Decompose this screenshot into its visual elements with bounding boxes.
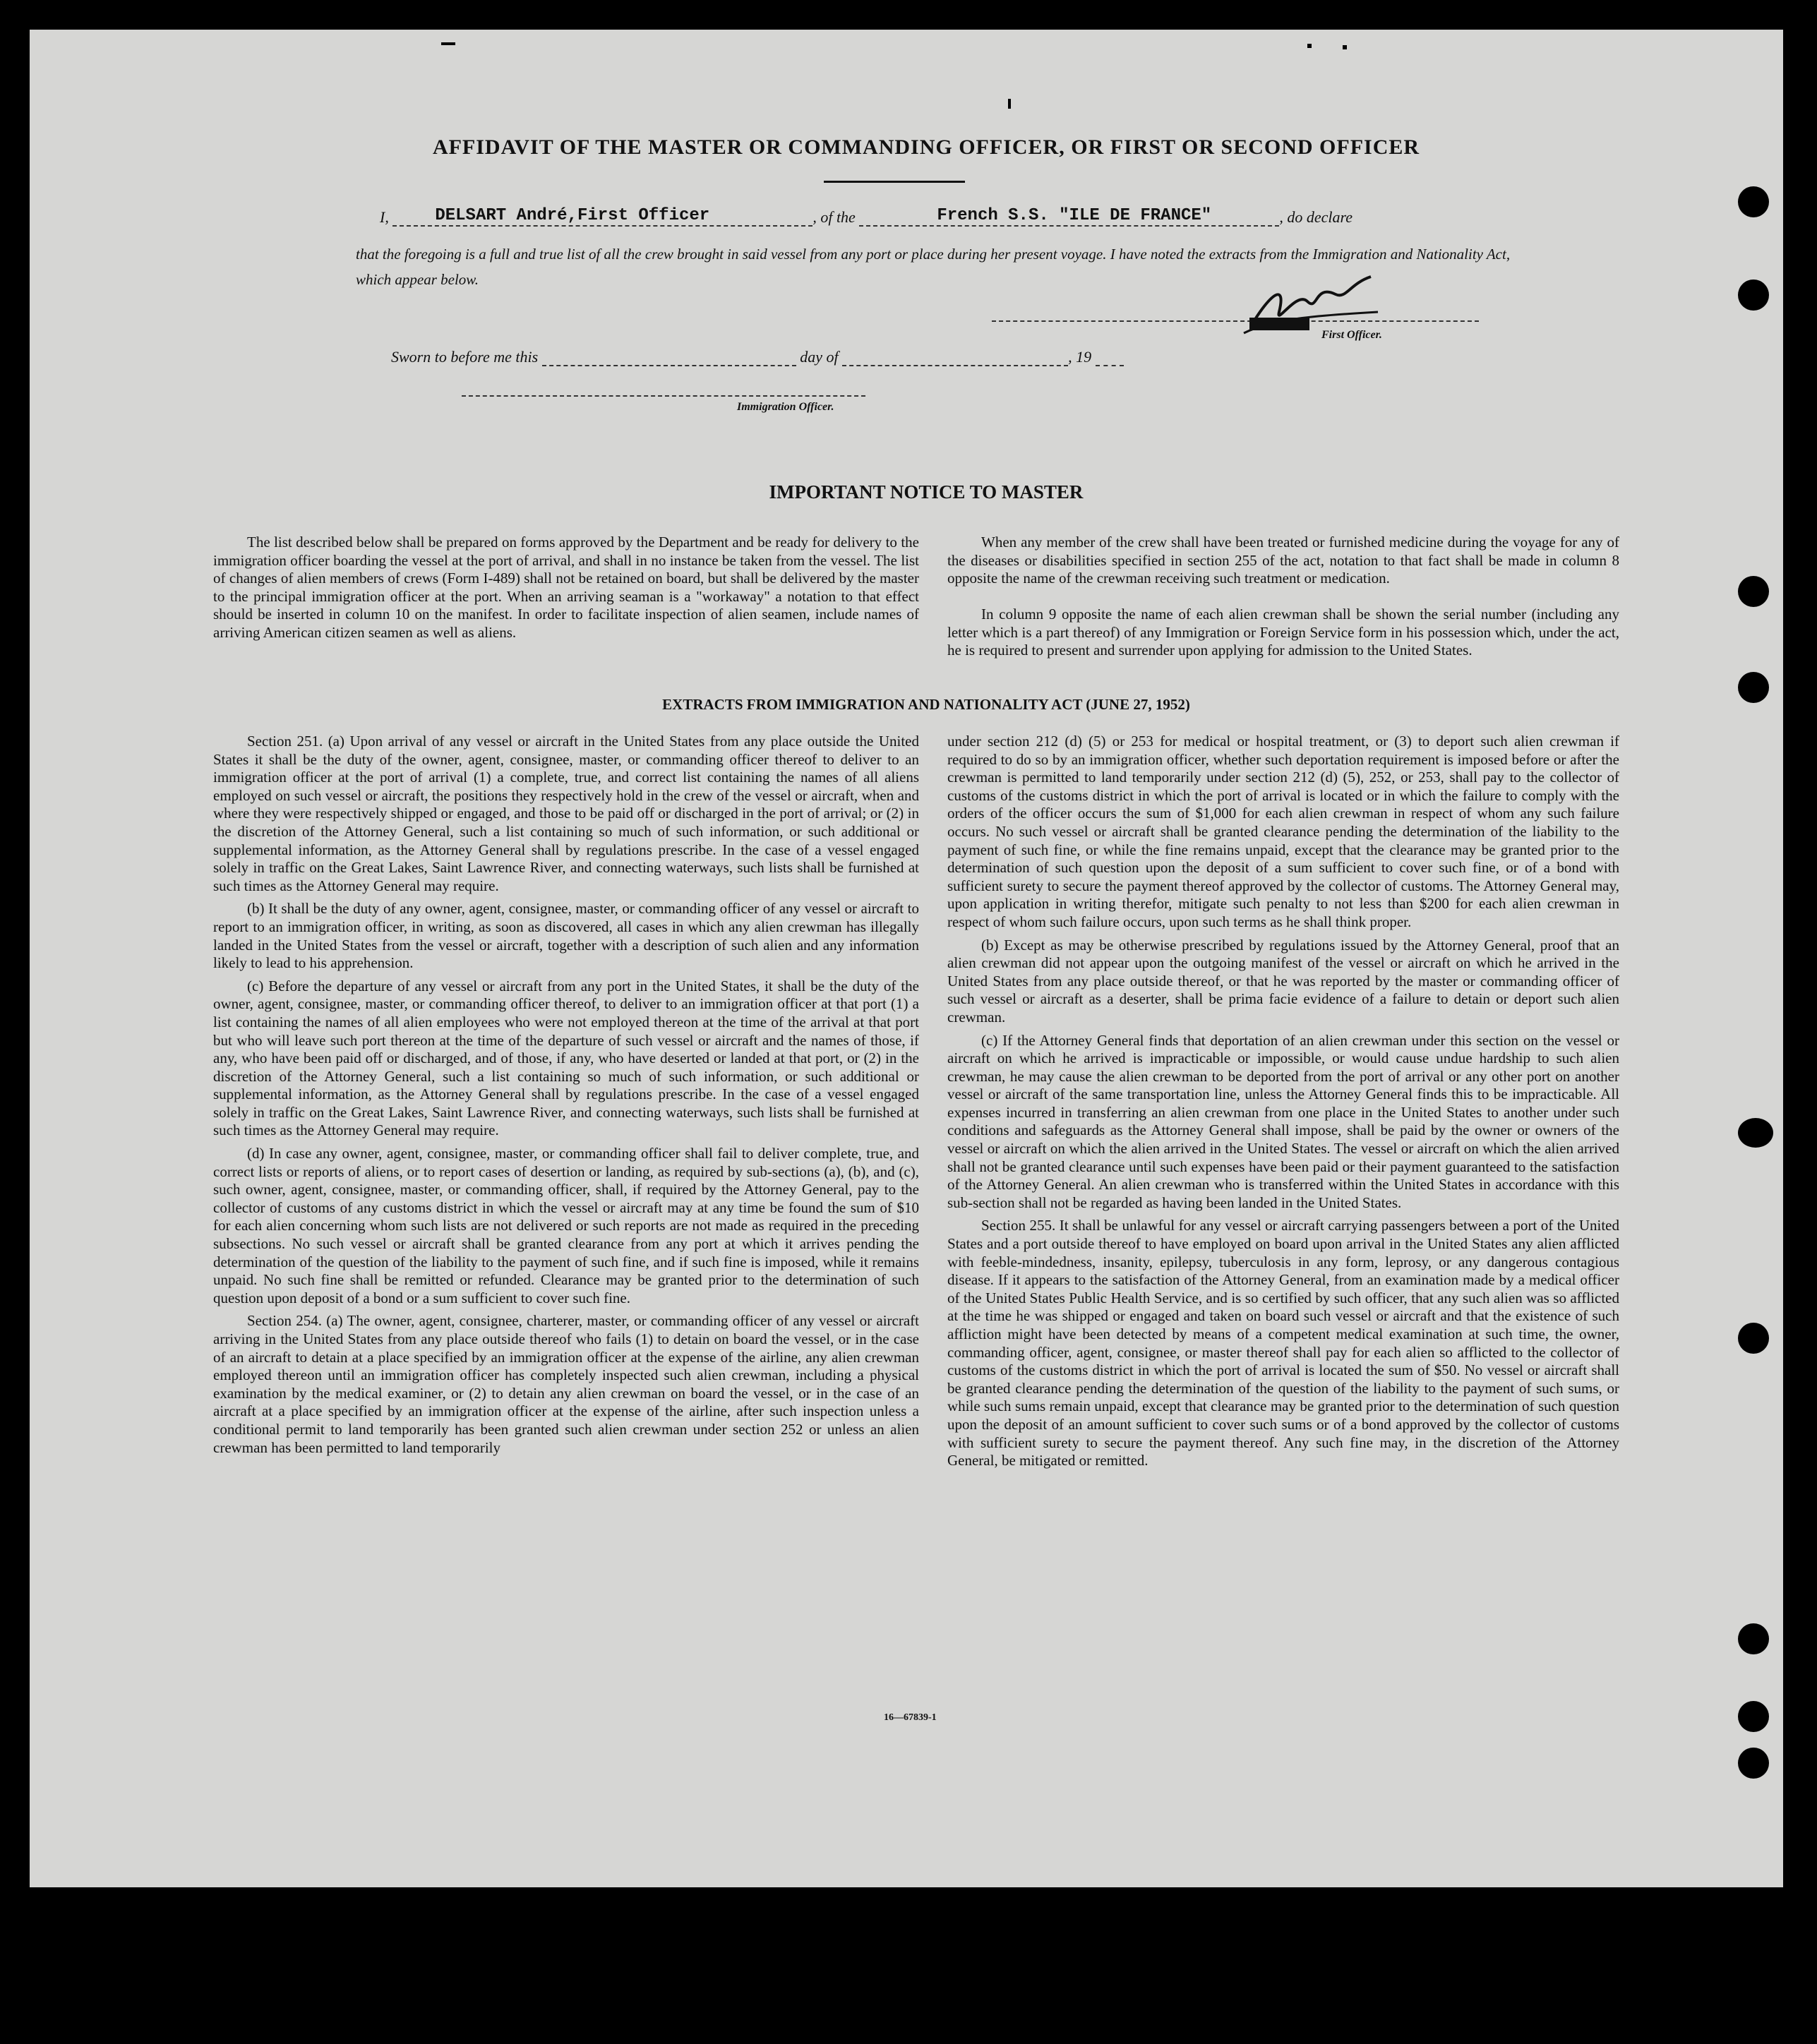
- sworn-line: [391, 346, 1124, 366]
- signature-caption: First Officer.: [1321, 329, 1382, 341]
- section-254-c: (c) If the Attorney General finds that deportation of an alien crewman under this section on the vessel or aircraft on which he arrived is impracticable or impossible, or would cause undue hardship to such alien crewman, he may cause the alien crewman to be deported from the port of arrival or any other port on another vessel or aircraft of the same transportation line, unless the Attorney General finds this to be impracticable. All expenses incurred in transferring an alien crewman from one place in the United States to another under such conditions and safeguards as the Attorney General shall impose, shall be paid by the owner or owners of the vessel or aircraft on which the alien arrived in the United States. The vessel or aircraft on which the alien arrived shall not be granted clearance until such expenses have been paid or their payment guaranteed to the satisfaction of the Attorney General. An alien crewman who is transferred within the United States in accordance with this sub-section shall not be regarded as having been landed in the United States.: [947, 1031, 1619, 1211]
- punch-hole: [1738, 1623, 1769, 1654]
- day-of-label: day of: [800, 348, 839, 366]
- punch-hole: [1738, 279, 1769, 311]
- section-254-a: Section 254. (a) The owner, agent, consignee, charterer, master, or commanding officer of any vessel or aircraft arriving in the United States from any place outside thereof who fails (1) to detain on board the vessel, or in the case of an aircraft to detain at a place specified by an immigration officer at the expense of the airline, any alien crewman employed thereon until an immigration officer has completely inspected such alien crewman, including a physical examination by the medical examiner, or (2) to detain any alien crewman on board the vessel, or in the case of an aircraft at a place specified by an immigration officer at the expense of the airline, after such inspection unless a conditional permit to land temporarily has been granted such alien crewman under section 252 or unless an alien crewman has been permitted to land temporarily: [213, 1312, 919, 1456]
- section-251-d: (d) In case any owner, agent, consignee, master, or commanding officer shall fail to deliver complete, true, and correct lists or reports of aliens, or to report cases of desertion or landing, as required by sub-sections (a), (b), and (c), such owner, agent, consignee, master, or commanding officer, shall, if required by the Attorney General, pay to the collector of customs of any customs district in which the vessel or aircraft may at any time be found the sum of $10 for each alien concerning whom such lists are not delivered or such reports are not made as required in the preceding subsections. No such vessel or aircraft shall be granted clearance from any port at which it arrives pending the determination of the question of the liability to the payment of such fine, and if such fine is imposed, while it remains unpaid. No such fine shall be remitted or refunded. Clearance may be granted prior to the determination of such question upon deposit of a bond or a sum sufficient to cover such fine.: [213, 1145, 919, 1306]
- section-254-a-continued: under section 212 (d) (5) or 253 for medical or hospital treatment, or (3) to deport such alien crewman if required to do so by an immigration officer, whether such deportation requirement is imposed before or after the crewman is permitted to land temporarily under section 212 (d) (5), 252, or 253, shall pay to the collector of customs of the customs district in which the port of arrival is located or in which the failure to comply with the orders of the officer occurs the sum of $1,000 for each alien crewman in respect of whom any such failure occurs. No such vessel or aircraft shall be granted clearance pending the determination of the liability to the payment of such fine, or while the fine remains unpaid, except that the clearance may be granted prior to the determination of such question upon the deposit of a sum sufficient to cover such fine, or of a bond with sufficient surety to secure the payment thereof approved by the collector of customs. The Attorney General may, upon application in writing therefor, mitigate such penalty to not less than $200 for each alien crewman in respect of whom such failure occurs, upon such terms as he shall think proper.: [947, 733, 1619, 930]
- year-label: , 19: [1068, 348, 1092, 366]
- extracts-left-column: [213, 733, 919, 1462]
- punch-hole: [1738, 576, 1769, 607]
- prefix-i: I,: [380, 208, 389, 226]
- notice-heading: IMPORTANT NOTICE TO MASTER: [769, 481, 1084, 503]
- notice-right-paragraph-1: When any member of the crew shall have been treated or furnished medicine during the voyage for any of the diseases or disabilities specified in section 255 of the act, notation to that fact shall be made in column 8 opposite the name of the crewman receiving such treatment or medication.: [947, 534, 1619, 587]
- affidavit-title: AFFIDAVIT OF THE MASTER OR COMMANDING OFFICER, OR FIRST OR SECOND OFFICER: [432, 136, 1420, 159]
- punch-hole: [1738, 1701, 1769, 1732]
- immigration-officer-line: [462, 395, 865, 397]
- declarant-name-field: DELSART André,First Officer: [392, 206, 812, 227]
- declarant-line: [380, 206, 1353, 227]
- punch-hole: [1738, 1323, 1769, 1354]
- section-251-c: (c) Before the departure of any vessel or aircraft from any port in the United States, it shall be the duty of the owner, agent, consignee, master, or commanding officer thereof, to deliver to an immigration officer at that port (1) a list containing the names of all alien employees who were not employed thereon at the time of the arrival at that port but who will leave such port thereon at the time of the departure of such vessel or aircraft and the names of those, if any, who have been paid off or discharged, and of those, if any, who have deserted or landed at that port, or (2) in the discretion of the Attorney General, such a list containing so much of such information, or such additional or supplemental information, as the Attorney General shall by regulations prescribe. In the case of a vessel engaged solely in traffic on the Great Lakes, Saint Lawrence River, and connecting waterways, such lists shall be furnished at such times as the Attorney General may require.: [213, 977, 919, 1139]
- punch-hole: [1738, 672, 1769, 703]
- punch-hole: [1738, 1118, 1773, 1148]
- scan-speck: [441, 42, 455, 45]
- sworn-day-field: [542, 346, 796, 366]
- extracts-right-column: [947, 733, 1619, 1475]
- form-number: 16—67839-1: [884, 1712, 937, 1723]
- notice-right-paragraph-2: In column 9 opposite the name of each alien crewman shall be shown the serial number (including any letter which is a part thereof) of any Immigration or Foreign Service form in his possession which, under the act, he is required to present and surrender upon applying for admission to the United States.: [947, 606, 1619, 659]
- scan-speck: [1343, 45, 1347, 49]
- sworn-year-field: [1096, 346, 1124, 366]
- of-the-label: , of the: [812, 208, 856, 226]
- declaration-text: that the foregoing is a full and true list of all the crew brought in said vessel from any port or place during her present voyage. I have noted the extracts from the Immigration and Nationality Act, which appear below.: [356, 246, 1511, 288]
- scan-speck: [1307, 44, 1312, 48]
- punch-hole: [1738, 1748, 1769, 1779]
- extracts-heading: EXTRACTS FROM IMMIGRATION AND NATIONALITY ACT (JUNE 27, 1952): [662, 696, 1190, 713]
- title-rule: [824, 181, 965, 183]
- scan-speck: [1008, 99, 1011, 109]
- notice-left-paragraph: The list described below shall be prepared on forms approved by the Department and be ready for delivery to the immigration officer boarding the vessel at the port of arrival, and shall in no instance be taken from the vessel. The list of changes of alien members of crews (Form I-489) shall not be retained on board, but shall be delivered by the master to the principal immigration officer at the port. When an arriving seaman is a "workaway" a notation to that effect should be inserted in column 10 on the manifest. In order to facilitate inspection of alien seamen, include names of arriving American citizen seamen as well as aliens.: [213, 534, 919, 641]
- do-declare-label: , do declare: [1279, 208, 1353, 226]
- immigration-officer-label: Immigration Officer.: [737, 401, 834, 413]
- vessel-name-field: French S.S. "ILE DE FRANCE": [859, 206, 1279, 227]
- section-251-b: (b) It shall be the duty of any owner, agent, consignee, master, or commanding officer of any vessel or aircraft to report to an immigration officer, in writing, as soon as discovered, all cases in which any alien crewman has illegally landed in the United States from the vessel or aircraft, together with a description of such alien and any information likely to lead to his apprehension.: [213, 900, 919, 972]
- punch-hole: [1738, 186, 1769, 217]
- sworn-label: Sworn to before me this: [391, 348, 539, 366]
- section-251-a: Section 251. (a) Upon arrival of any vessel or aircraft in the United States from any place outside the United States it shall be the duty of the owner, agent, consignee, master, or commanding officer thereof to deliver to an immigration officer at the port of arrival (1) a complete, true, and correct list containing the names of all aliens employed on such vessel or aircraft, the positions they respectively hold in the crew of the vessel or aircraft, when and where they were respectively shipped or engaged, and those to be paid off or discharged in the port of arrival; or (2) in the discretion of the Attorney General, such a list containing so much of such information, or such additional or supplemental information, as the Attorney General shall by regulations prescribe. In the case of a vessel engaged solely in traffic on the Great Lakes, Saint Lawrence River, and connecting waterways, such lists shall be furnished at such times as the Attorney General may require.: [213, 733, 919, 894]
- sworn-month-field: [842, 346, 1068, 366]
- section-255: Section 255. It shall be unlawful for any vessel or aircraft carrying passengers between a port of the United States and a port outside thereof to have employed on board upon arrival in the United States any alien afflicted with feeble-mindedness, insanity, epilepsy, tuberculosis in any form, leprosy, or any dangerous contagious disease. If it appears to the satisfaction of the Attorney General, from an examination made by a medical officer of the United States Public Health Service, and is so certified by such officer, that any such alien was so afflicted at the time he was shipped or engaged and taken on board such vessel or aircraft and that the existence of such affliction might have been detected by means of a competent medical examination at such time, the owner, commanding officer, agent, consignee, or master thereof shall pay for each alien so afflicted to the collector of customs of the customs district in which the port of arrival is located the sum of $50. No vessel or aircraft shall be granted clearance pending the determination of the question of the liability to the payment of such sums, or while such sums remain unpaid, except that clearance may be granted prior to the determination of such question upon the deposit of an amount sufficient to cover such sums or of a bond approved by the collector of customs with sufficient surety to secure the payment thereof. Any such fine may, in the discretion of the Attorney General, be mitigated or remitted.: [947, 1217, 1619, 1469]
- section-254-b: (b) Except as may be otherwise prescribed by regulations issued by the Attorney General, proof that an alien crewman did not appear upon the outgoing manifest of the vessel or aircraft on which he arrived in the United States from any place outside thereof, or that he was reported by the master or commanding officer of such vessel or aircraft as a deserter, shall be prima facie evidence of a failure to detain or deport such alien crewman.: [947, 936, 1619, 1026]
- document-page: [30, 30, 1783, 1887]
